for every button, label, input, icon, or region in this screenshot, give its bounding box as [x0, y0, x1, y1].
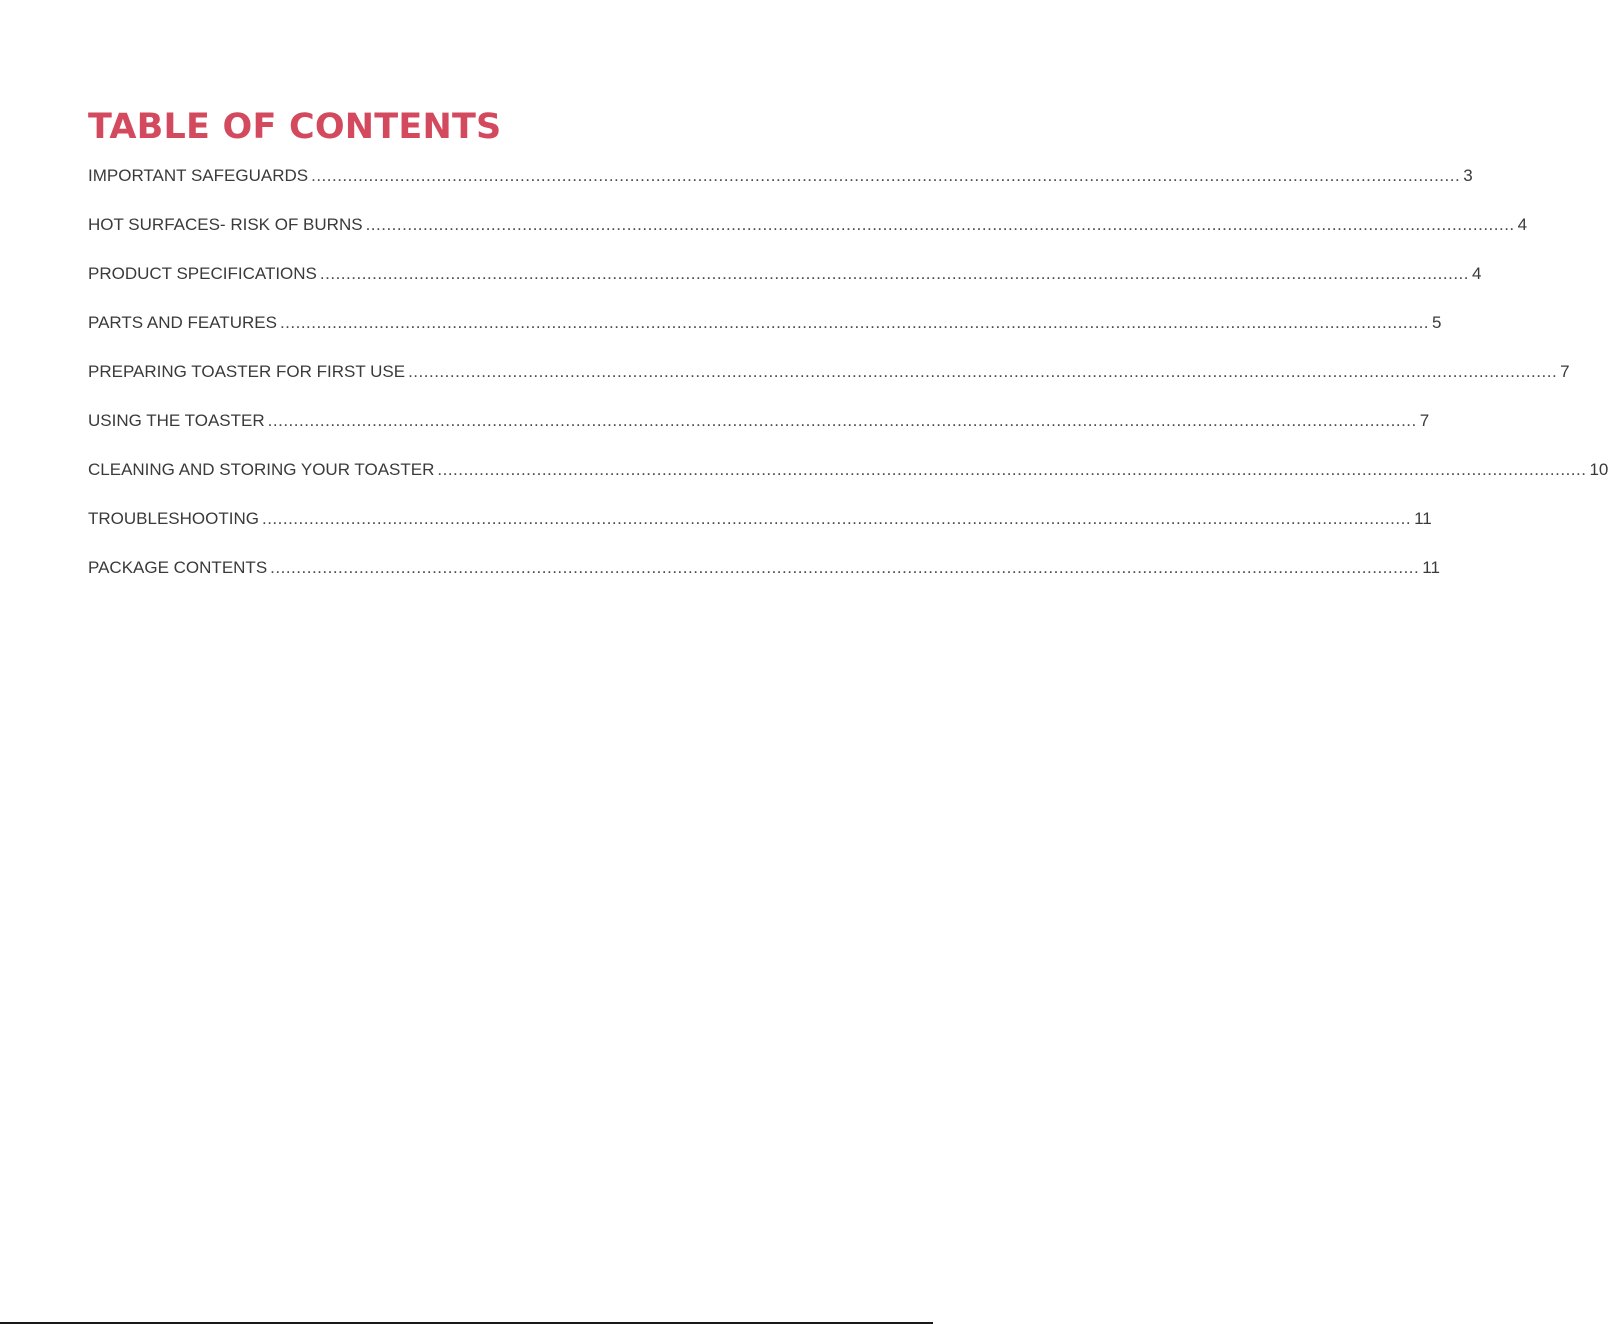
toc-entry-label: USING THE TOASTER: [88, 411, 265, 430]
toc-entry-label: PREPARING TOASTER FOR FIRST USE: [88, 362, 406, 381]
toc-dot-leader: ............................................................................................................................................................................................................................: [270, 558, 1420, 577]
toc-entry[interactable]: [88, 558, 1440, 607]
toc-entry-page: 7: [1560, 362, 1570, 381]
toc-dot-leader: ............................................................................................................................................................................................................................: [279, 313, 1430, 332]
toc-entry-label: IMPORTANT SAFEGUARDS: [88, 166, 309, 185]
toc-entry[interactable]: [88, 509, 1432, 558]
toc-entry-label: HOT SURFACES- RISK OF BURNS: [88, 215, 363, 234]
toc-entry-page: 4: [1517, 215, 1528, 234]
toc-list: [88, 166, 1608, 607]
toc-dot-leader: ............................................................................................................................................................................................................................: [437, 460, 1587, 479]
toc-entry-label: PRODUCT SPECIFICATIONS: [88, 264, 317, 283]
toc-title: TABLE OF CONTENTS: [88, 107, 502, 147]
toc-entry[interactable]: [88, 166, 1473, 215]
toc-dot-leader: ............................................................................................................................................................................................................................: [365, 215, 1515, 234]
toc-entry-label: CLEANING AND STORING YOUR TOASTER: [88, 460, 435, 479]
toc-entry-page: 11: [1414, 509, 1432, 528]
toc-dot-leader: ............................................................................................................................................................................................................................: [319, 264, 1469, 283]
toc-entry[interactable]: [88, 362, 1570, 411]
toc-entry-label: PACKAGE CONTENTS: [88, 558, 268, 577]
toc-entry[interactable]: [88, 313, 1442, 362]
toc-dot-leader: ............................................................................................................................................................................................................................: [311, 166, 1461, 185]
toc-entry-page: 10: [1589, 460, 1608, 479]
toc-dot-leader: ............................................................................................................................................................................................................................: [261, 509, 1412, 528]
toc-entry[interactable]: [88, 264, 1482, 313]
toc-entry[interactable]: [88, 411, 1430, 460]
toc-entry-page: 3: [1463, 166, 1473, 185]
toc-entry-page: 5: [1432, 313, 1442, 332]
toc-entry-page: 4: [1472, 264, 1482, 283]
toc-entry-page: 11: [1422, 558, 1440, 577]
toc-dot-leader: ............................................................................................................................................................................................................................: [408, 362, 1558, 381]
toc-entry[interactable]: [88, 460, 1608, 509]
toc-entry-label: TROUBLESHOOTING: [88, 509, 259, 528]
toc-dot-leader: ............................................................................................................................................................................................................................: [267, 411, 1417, 430]
toc-entry-label: PARTS AND FEATURES: [88, 313, 277, 332]
toc-entry-page: 7: [1419, 411, 1430, 430]
toc-entry[interactable]: [88, 215, 1528, 264]
